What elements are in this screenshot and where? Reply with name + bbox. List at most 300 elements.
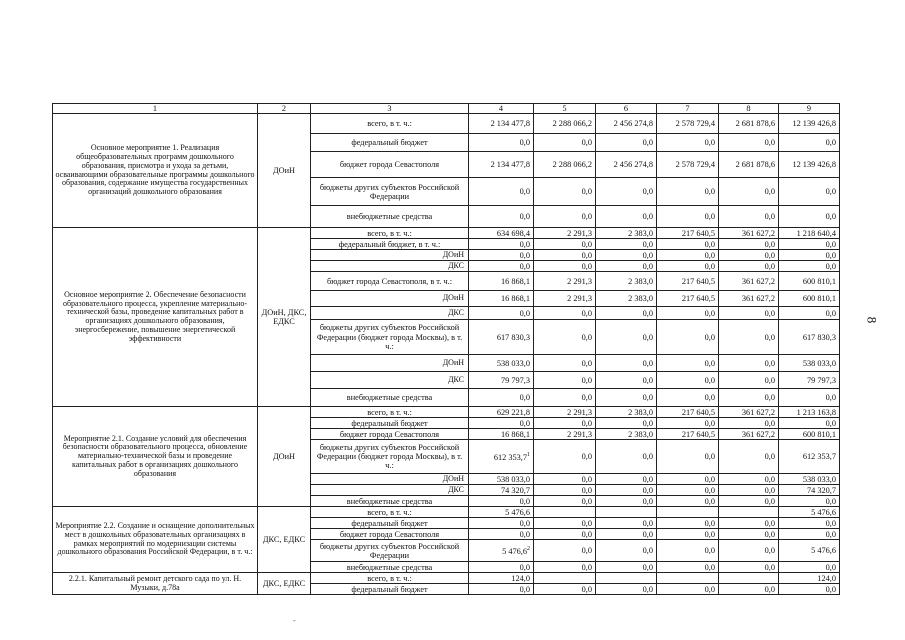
- amount-value: 0,0: [642, 562, 653, 572]
- amount-value: 217 640,5: [681, 228, 715, 238]
- amount-cell: [779, 389, 840, 407]
- funding-source: федеральный бюджет: [311, 134, 469, 152]
- amount-cell: [596, 307, 657, 320]
- amount-cell: [779, 239, 840, 250]
- amount-cell: [596, 261, 657, 272]
- amount-cell: [534, 529, 596, 540]
- amount-cell: [534, 573, 596, 584]
- amount-value: 612 353,7: [802, 452, 836, 462]
- amount-value: 0,0: [642, 418, 653, 428]
- amount-value: 2 291,3: [567, 294, 592, 304]
- amount-cell: [534, 496, 596, 507]
- amount-value: 0,0: [704, 474, 715, 484]
- amount-value: 0,0: [704, 393, 715, 403]
- amount-value: 629 221,8: [496, 407, 530, 417]
- amount-value: 0,0: [704, 239, 715, 249]
- amount-value: 5 476,6: [811, 546, 836, 556]
- amount-value: 538 033,0: [496, 358, 530, 368]
- measure-name: Основное мероприятие 1. Реализация общеобразовательных программ дошкольного образования, присмотра и ухода за детьми, осваивающими образовательные программы дошкольного образования, содержание имущества государственных организаций дошкольного образования: [53, 114, 258, 228]
- footnote-mark: 2: [527, 545, 530, 552]
- executor: ДОиН, ДКС, ЕДКС: [258, 228, 311, 407]
- amount-cell: [534, 440, 596, 474]
- amount-cell: [469, 320, 534, 355]
- amount-cell: [719, 496, 779, 507]
- amount-value: 0,0: [764, 212, 775, 222]
- amount-cell: [534, 114, 596, 134]
- header-cell: 3: [311, 104, 469, 114]
- amount-value: 0,0: [642, 332, 653, 342]
- amount-value: 0,0: [825, 187, 836, 197]
- amount-cell: [779, 307, 840, 320]
- amount-value: 361 627,2: [741, 294, 775, 304]
- amount-cell: [657, 429, 719, 440]
- amount-value: 0,0: [581, 485, 592, 495]
- amount-value: 2 288 066,2: [552, 119, 592, 129]
- amount-value: 634 698,4: [496, 228, 530, 238]
- funding-source: всего, в т. ч.:: [311, 507, 469, 518]
- amount-value: 0,0: [642, 393, 653, 403]
- amount-cell: [469, 474, 534, 485]
- amount-value: 0,0: [764, 474, 775, 484]
- amount-value: 0,0: [519, 212, 530, 222]
- amount-value: 0,0: [519, 393, 530, 403]
- amount-value: 0,0: [704, 562, 715, 572]
- amount-value: 74 320,7: [806, 485, 836, 495]
- funding-source: ДОиН: [311, 355, 469, 372]
- amount-cell: [596, 407, 657, 418]
- amount-value: 617 830,3: [802, 332, 836, 342]
- amount-cell: [779, 178, 840, 206]
- amount-cell: [534, 372, 596, 389]
- funding-source: федеральный бюджет: [311, 418, 469, 429]
- amount-value: 0,0: [581, 212, 592, 222]
- amount-cell: [657, 372, 719, 389]
- amount-cell: [469, 496, 534, 507]
- amount-value: 0,0: [764, 187, 775, 197]
- amount-cell: [469, 206, 534, 228]
- amount-value: 0,0: [764, 239, 775, 249]
- amount-value: 0,0: [704, 485, 715, 495]
- amount-cell: [719, 320, 779, 355]
- amount-cell: [719, 540, 779, 562]
- funding-source: всего, в т. ч.:: [311, 573, 469, 584]
- amount-value: 0,0: [825, 584, 836, 594]
- amount-value: 0,0: [764, 358, 775, 368]
- amount-cell: [779, 372, 840, 389]
- amount-cell: [596, 355, 657, 372]
- amount-value: 0,0: [764, 452, 775, 462]
- amount-cell: [779, 272, 840, 291]
- amount-cell: [657, 507, 719, 518]
- amount-cell: [596, 562, 657, 573]
- amount-cell: [596, 114, 657, 134]
- table-row: [53, 573, 840, 584]
- amount-value: 0,0: [642, 212, 653, 222]
- amount-value: 2 456 274,8: [613, 160, 653, 170]
- amount-value: 0,0: [581, 308, 592, 318]
- amount-cell: [596, 496, 657, 507]
- amount-cell: [719, 440, 779, 474]
- amount-cell: [779, 584, 840, 595]
- amount-value: 538 033,0: [802, 358, 836, 368]
- amount-value: 0,0: [764, 584, 775, 594]
- amount-cell: [596, 518, 657, 529]
- amount-cell: [469, 372, 534, 389]
- table-row: [53, 228, 840, 239]
- amount-cell: [596, 291, 657, 307]
- funding-source: ДКС: [311, 372, 469, 389]
- amount-value: 0,0: [704, 496, 715, 506]
- amount-cell: [719, 114, 779, 134]
- amount-value: 0,0: [764, 138, 775, 148]
- footnote-mark: 1: [527, 451, 530, 458]
- amount-value: 0,0: [581, 375, 592, 385]
- amount-value: 0,0: [825, 138, 836, 148]
- amount-value: 2 134 477,8: [490, 160, 530, 170]
- amount-cell: [534, 228, 596, 239]
- amount-cell: [469, 261, 534, 272]
- amount-cell: [719, 261, 779, 272]
- amount-cell: [657, 562, 719, 573]
- amount-cell: [534, 540, 596, 562]
- amount-value: 5 476,6: [502, 546, 527, 556]
- measure-name: 2.2.1. Капитальный ремонт детского сада по ул. Н. Музыки, д.78а: [53, 573, 258, 595]
- amount-value: 0,0: [642, 358, 653, 368]
- funding-source: ДОиН: [311, 250, 469, 261]
- amount-value: 0,0: [704, 187, 715, 197]
- amount-value: 0,0: [764, 546, 775, 556]
- amount-value: 0,0: [642, 261, 653, 271]
- amount-cell: [469, 291, 534, 307]
- amount-cell: [657, 152, 719, 178]
- amount-value: 538 033,0: [496, 474, 530, 484]
- amount-value: 0,0: [519, 518, 530, 528]
- amount-cell: [596, 134, 657, 152]
- amount-value: 2 291,3: [567, 276, 592, 286]
- amount-cell: [719, 152, 779, 178]
- amount-value: 217 640,5: [681, 429, 715, 439]
- amount-value: 617 830,3: [496, 332, 530, 342]
- amount-cell: [779, 485, 840, 496]
- amount-cell: [779, 540, 840, 562]
- amount-value: 0,0: [581, 529, 592, 539]
- amount-value: 0,0: [704, 308, 715, 318]
- amount-value: 0,0: [642, 375, 653, 385]
- header-cell: 9: [779, 104, 840, 114]
- table-row: [53, 114, 840, 134]
- amount-cell: [534, 291, 596, 307]
- amount-cell: [657, 485, 719, 496]
- funding-source: внебюджетные средства: [311, 206, 469, 228]
- amount-value: 0,0: [764, 375, 775, 385]
- amount-cell: [469, 562, 534, 573]
- amount-value: 0,0: [581, 496, 592, 506]
- amount-value: 0,0: [764, 308, 775, 318]
- amount-value: 0,0: [642, 452, 653, 462]
- amount-value: 361 627,2: [741, 429, 775, 439]
- amount-value: 0,0: [825, 562, 836, 572]
- amount-value: 2 578 729,4: [675, 119, 715, 129]
- amount-value: 2 456 274,8: [613, 119, 653, 129]
- amount-cell: [596, 485, 657, 496]
- measure-name: Мероприятие 2.2. Создание и оснащение дополнительных мест в дошкольных образовательных организациях в рамках мероприятий по модернизации системы дошкольного образования Российской Федерации, в т. ч.:: [53, 507, 258, 573]
- amount-cell: [469, 584, 534, 595]
- amount-cell: [596, 372, 657, 389]
- amount-cell: [469, 114, 534, 134]
- amount-cell: [657, 540, 719, 562]
- amount-cell: [719, 584, 779, 595]
- amount-cell: [596, 474, 657, 485]
- amount-cell: [657, 440, 719, 474]
- amount-value: 0,0: [764, 250, 775, 260]
- funding-source: ДКС: [311, 485, 469, 496]
- amount-value: 16 868,1: [500, 294, 530, 304]
- funding-source: бюджет города Севастополя: [311, 529, 469, 540]
- amount-cell: [657, 228, 719, 239]
- amount-cell: [534, 389, 596, 407]
- amount-cell: [469, 134, 534, 152]
- amount-cell: [657, 114, 719, 134]
- funding-source: ДКС: [311, 307, 469, 320]
- amount-value: 0,0: [704, 375, 715, 385]
- amount-value: 0,0: [704, 546, 715, 556]
- amount-value: 2 383,0: [628, 294, 653, 304]
- amount-cell: [719, 485, 779, 496]
- amount-cell: [657, 529, 719, 540]
- amount-cell: [596, 573, 657, 584]
- amount-cell: [534, 250, 596, 261]
- amount-value: 361 627,2: [741, 276, 775, 286]
- amount-cell: [534, 518, 596, 529]
- amount-value: 0,0: [581, 562, 592, 572]
- amount-cell: [596, 540, 657, 562]
- amount-value: 538 033,0: [802, 474, 836, 484]
- amount-value: 1 218 640,4: [796, 228, 836, 238]
- amount-cell: [779, 496, 840, 507]
- amount-value: 0,0: [825, 250, 836, 260]
- amount-value: 2 681 878,6: [735, 160, 775, 170]
- amount-cell: [534, 507, 596, 518]
- amount-cell: [779, 206, 840, 228]
- amount-value: 0,0: [642, 529, 653, 539]
- amount-cell: [469, 228, 534, 239]
- amount-cell: [719, 429, 779, 440]
- amount-cell: [534, 584, 596, 595]
- amount-cell: [596, 206, 657, 228]
- funding-source: бюджеты других субъектов Российской Федерации: [311, 540, 469, 562]
- amount-value: 0,0: [519, 308, 530, 318]
- amount-cell: [469, 529, 534, 540]
- amount-value: 0,0: [704, 332, 715, 342]
- amount-value: 0,0: [825, 308, 836, 318]
- executor: ДОиН: [258, 114, 311, 228]
- amount-cell: [719, 518, 779, 529]
- amount-value: 0,0: [519, 584, 530, 594]
- amount-cell: [719, 474, 779, 485]
- amount-cell: [534, 418, 596, 429]
- amount-value: 217 640,5: [681, 407, 715, 417]
- funding-source: бюджет города Севастополя: [311, 429, 469, 440]
- amount-value: 0,0: [581, 393, 592, 403]
- amount-cell: [719, 206, 779, 228]
- amount-cell: [596, 584, 657, 595]
- amount-cell: [657, 320, 719, 355]
- amount-cell: [534, 178, 596, 206]
- amount-value: 12 139 426,8: [792, 160, 836, 170]
- funding-source: внебюджетные средства: [311, 562, 469, 573]
- funding-source: всего, в т. ч.:: [311, 228, 469, 239]
- amount-cell: [719, 250, 779, 261]
- amount-cell: [469, 507, 534, 518]
- amount-cell: [719, 573, 779, 584]
- funding-source: внебюджетные средства: [311, 496, 469, 507]
- amount-cell: [596, 228, 657, 239]
- amount-value: 74 320,7: [500, 485, 530, 495]
- amount-value: 1 213 163,8: [796, 407, 836, 417]
- amount-cell: [779, 320, 840, 355]
- funding-source: внебюджетные средства: [311, 389, 469, 407]
- amount-cell: [469, 307, 534, 320]
- amount-cell: [657, 474, 719, 485]
- amount-value: 0,0: [642, 250, 653, 260]
- amount-value: 0,0: [825, 496, 836, 506]
- amount-cell: [534, 272, 596, 291]
- amount-cell: [534, 239, 596, 250]
- amount-cell: [779, 261, 840, 272]
- amount-cell: [469, 407, 534, 418]
- amount-cell: [779, 429, 840, 440]
- amount-value: 217 640,5: [681, 294, 715, 304]
- funding-source: ДОиН: [311, 474, 469, 485]
- amount-value: 5 476,6: [505, 507, 530, 517]
- amount-value: 0,0: [519, 187, 530, 197]
- amount-cell: [779, 562, 840, 573]
- amount-value: 0,0: [704, 261, 715, 271]
- funding-source: ДОиН: [311, 291, 469, 307]
- amount-value: 0,0: [642, 138, 653, 148]
- measure-name: Мероприятие 2.1. Создание условий для обеспечения безопасности образовательного процесса, обновление материально-технической базы и проведение капитальных работ в организациях дошкольного образования: [53, 407, 258, 507]
- amount-value: 0,0: [825, 418, 836, 428]
- amount-cell: [596, 320, 657, 355]
- amount-value: 0,0: [704, 518, 715, 528]
- amount-cell: [779, 134, 840, 152]
- funding-source: бюджет города Севастополя: [311, 152, 469, 178]
- amount-cell: [657, 178, 719, 206]
- amount-cell: [534, 206, 596, 228]
- amount-cell: [719, 239, 779, 250]
- funding-source: всего, в т. ч.:: [311, 114, 469, 134]
- amount-value: 0,0: [581, 584, 592, 594]
- amount-cell: [469, 518, 534, 529]
- amount-cell: [534, 474, 596, 485]
- table-row: [53, 407, 840, 418]
- amount-value: 0,0: [519, 239, 530, 249]
- amount-value: 0,0: [642, 485, 653, 495]
- amount-value: 0,0: [581, 332, 592, 342]
- amount-cell: [657, 239, 719, 250]
- amount-value: 0,0: [764, 496, 775, 506]
- amount-value: 0,0: [581, 138, 592, 148]
- amount-cell: [534, 152, 596, 178]
- amount-cell: [779, 418, 840, 429]
- amount-value: 361 627,2: [741, 228, 775, 238]
- amount-cell: [779, 250, 840, 261]
- amount-value: 0,0: [825, 239, 836, 249]
- amount-value: 2 288 066,2: [552, 160, 592, 170]
- amount-cell: [779, 440, 840, 474]
- amount-cell: [469, 389, 534, 407]
- amount-cell: [596, 152, 657, 178]
- amount-value: 0,0: [642, 496, 653, 506]
- header-cell: 7: [657, 104, 719, 114]
- header-row: [53, 104, 840, 114]
- amount-value: 5 476,6: [811, 507, 836, 517]
- amount-value: 0,0: [581, 418, 592, 428]
- amount-cell: [469, 152, 534, 178]
- amount-cell: [469, 418, 534, 429]
- amount-cell: [657, 307, 719, 320]
- amount-value: 0,0: [764, 485, 775, 495]
- amount-value: 2 578 729,4: [675, 160, 715, 170]
- amount-cell: [779, 518, 840, 529]
- amount-value: 0,0: [704, 212, 715, 222]
- amount-value: 600 810,1: [802, 276, 836, 286]
- amount-value: 0,0: [764, 261, 775, 271]
- amount-value: 0,0: [704, 418, 715, 428]
- amount-cell: [719, 307, 779, 320]
- amount-value: 12 139 426,8: [792, 119, 836, 129]
- amount-value: 79 797,3: [806, 375, 836, 385]
- header-cell: 2: [258, 104, 311, 114]
- amount-cell: [657, 573, 719, 584]
- amount-value: 0,0: [519, 138, 530, 148]
- amount-value: 0,0: [704, 529, 715, 539]
- amount-value: 124,0: [511, 573, 530, 583]
- amount-cell: [779, 228, 840, 239]
- amount-value: 16 868,1: [500, 276, 530, 286]
- amount-value: 0,0: [825, 529, 836, 539]
- amount-cell: [779, 507, 840, 518]
- amount-value: 0,0: [581, 452, 592, 462]
- amount-cell: [719, 389, 779, 407]
- amount-cell: [719, 355, 779, 372]
- amount-cell: [719, 507, 779, 518]
- amount-cell: [596, 507, 657, 518]
- executor: ДОиН: [258, 407, 311, 507]
- amount-value: 0,0: [704, 250, 715, 260]
- amount-value: 0,0: [642, 239, 653, 249]
- amount-cell: [657, 355, 719, 372]
- amount-value: 2 383,0: [628, 407, 653, 417]
- amount-cell: [596, 250, 657, 261]
- header-cell: 4: [469, 104, 534, 114]
- amount-cell: [596, 429, 657, 440]
- amount-value: 0,0: [519, 418, 530, 428]
- amount-value: 2 291,3: [567, 407, 592, 417]
- amount-value: 0,0: [764, 518, 775, 528]
- amount-value: 0,0: [581, 474, 592, 484]
- amount-cell: [534, 485, 596, 496]
- amount-value: 0,0: [581, 518, 592, 528]
- amount-cell: [657, 261, 719, 272]
- amount-value: 0,0: [581, 358, 592, 368]
- amount-value: 0,0: [642, 474, 653, 484]
- amount-cell: [596, 389, 657, 407]
- amount-value: 0,0: [581, 187, 592, 197]
- amount-value: 0,0: [764, 562, 775, 572]
- amount-value: 124,0: [817, 573, 836, 583]
- amount-cell: [719, 562, 779, 573]
